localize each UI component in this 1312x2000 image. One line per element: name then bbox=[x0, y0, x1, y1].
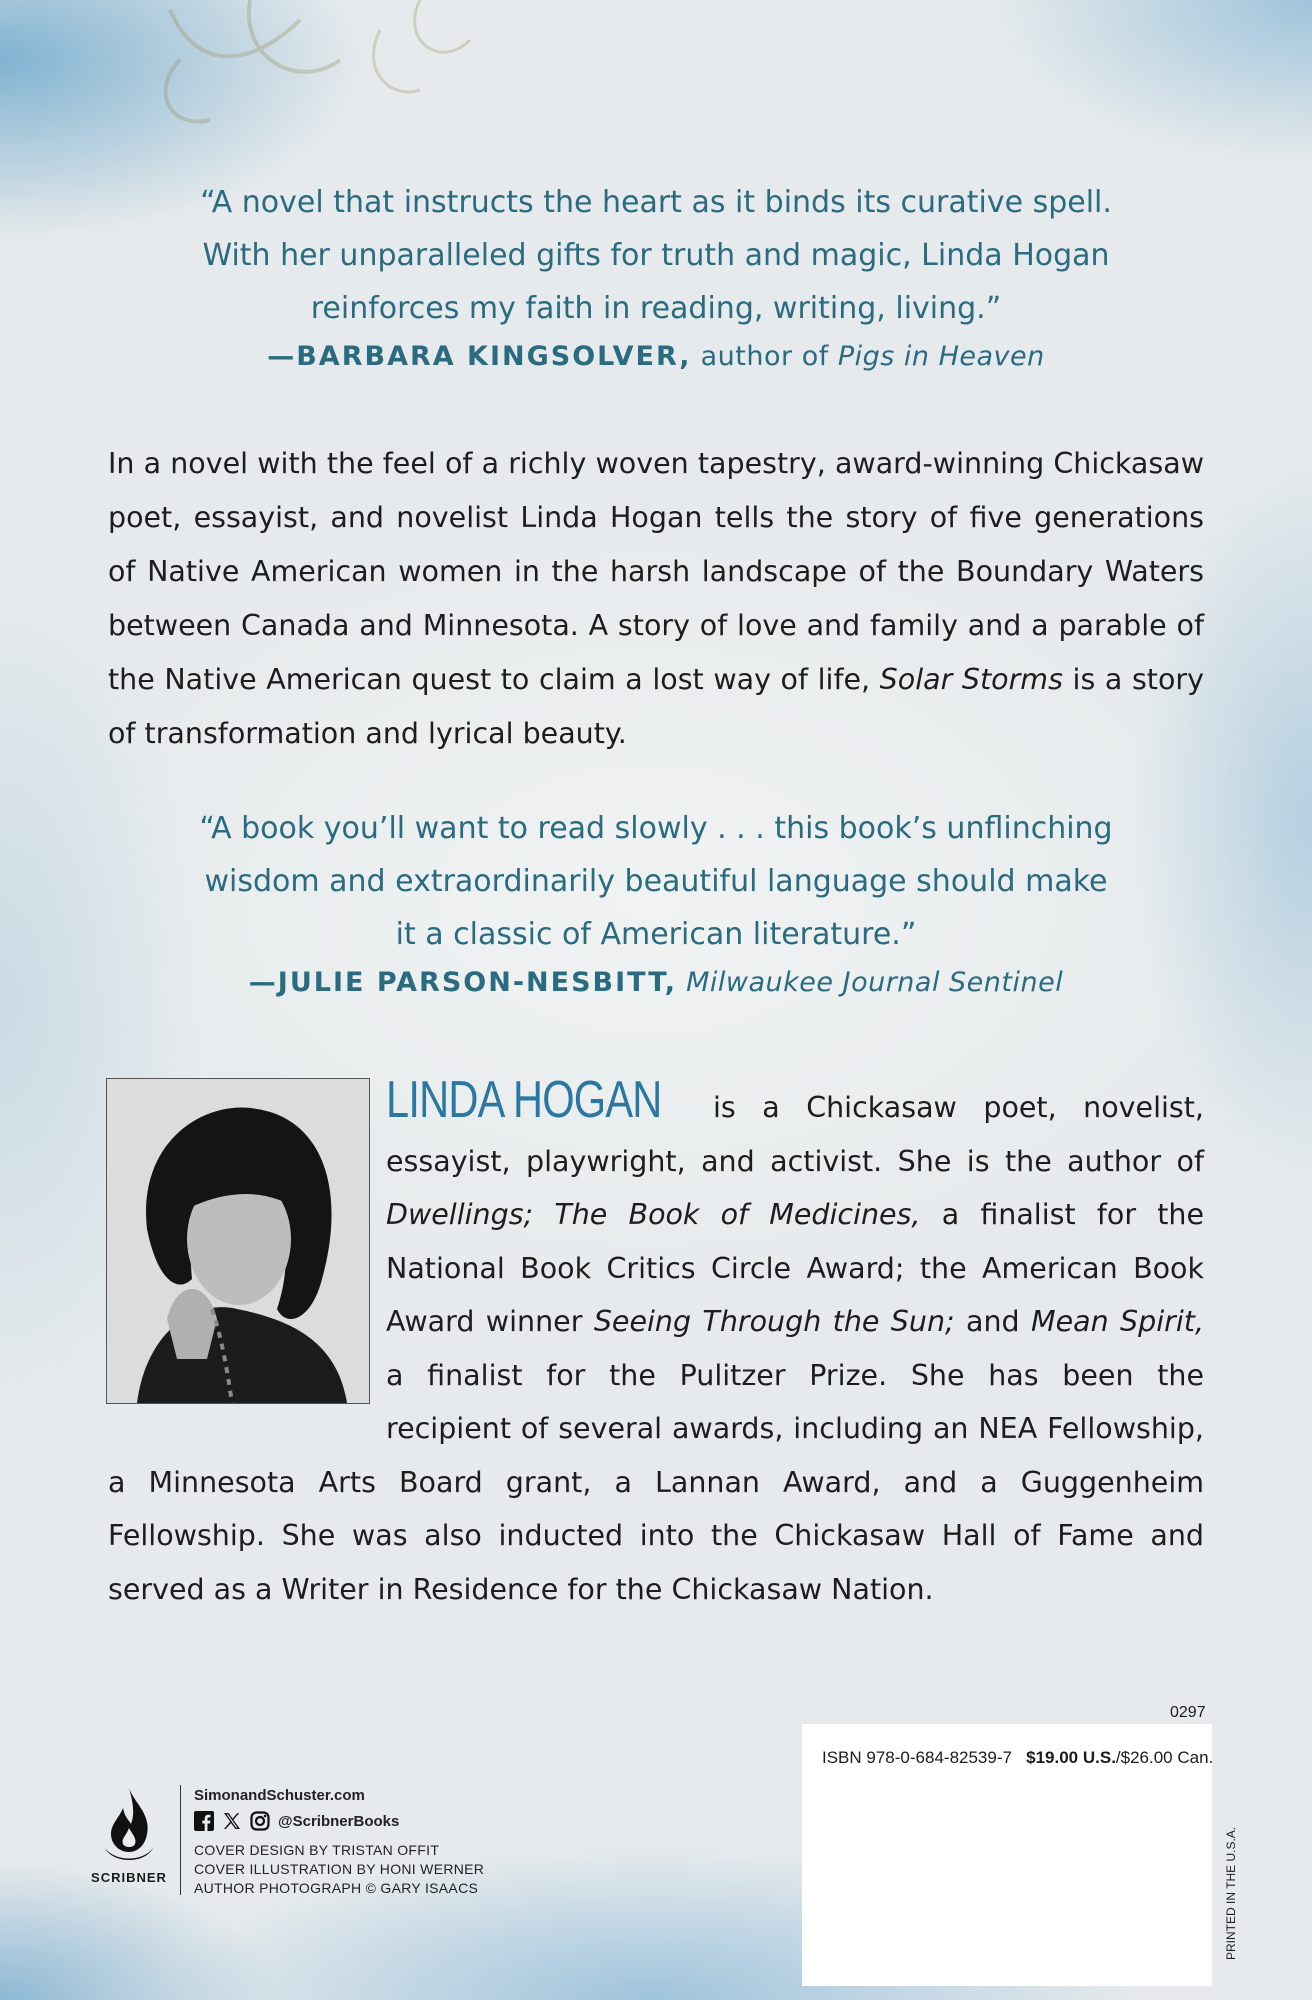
author-bio bbox=[108, 1071, 1205, 1616]
printed-in-usa: PRINTED IN THE U.S.A. bbox=[1224, 1826, 1238, 1960]
bio-text: is a Chickasaw poet, novelist, essayist, playwright, and activist. She is the author of bbox=[386, 1091, 1204, 1178]
description-text: In a novel with the feel of a richly woven tapestry, award-winning Chickasaw poet, essayist, and novelist Linda Hogan tells the story of five generations of Native American women in the harsh landscape of the Boundary Waters between Canada and Minnesota. A story of love and family and a parable of the Native American quest to claim a lost way of life, bbox=[108, 447, 1204, 696]
attribution-name: —BARBARA KINGSOLVER, bbox=[267, 341, 692, 372]
blurb-kingsolver bbox=[0, 176, 1312, 379]
isbn-price bbox=[822, 1748, 1213, 1768]
author-name: LINDA HOGAN bbox=[386, 1071, 662, 1129]
instagram-icon[interactable] bbox=[250, 1811, 270, 1831]
book-title: Seeing Through the Sun; bbox=[593, 1305, 955, 1338]
credit-line: COVER ILLUSTRATION BY HONI WERNER bbox=[194, 1861, 485, 1877]
attribution-work: Pigs in Heaven bbox=[837, 341, 1045, 372]
x-icon[interactable] bbox=[222, 1811, 242, 1831]
attribution-work: Milwaukee Journal Sentinel bbox=[686, 967, 1064, 998]
bio-text: and bbox=[966, 1305, 1020, 1338]
attribution-name: —JULIE PARSON-NESBITT, bbox=[248, 967, 678, 998]
book-title: Solar Storms bbox=[879, 663, 1063, 696]
price-us: $19.00 U.S. bbox=[1026, 1748, 1116, 1767]
bio-text: a finalist for the Pulitzer Prize. She has been the recipient of several awards, including an NEA Fellowship, a Minnesota Arts Board grant, a Lannan Award, and a Guggenheim Fellowship. She was also inducted into the Chickasaw Hall of Fame and served as a Writer in Residence for the Chickasaw Nation. bbox=[108, 1358, 1204, 1606]
social-row bbox=[194, 1811, 484, 1831]
quote-line: “A book you’ll want to read slowly . . . this book’s unflinching bbox=[199, 811, 1113, 846]
isbn-number: ISBN 978-0-684-82539-7 bbox=[822, 1748, 1012, 1767]
publisher-name: SCRIBNER bbox=[91, 1870, 167, 1885]
blurb-parson-nesbitt bbox=[0, 802, 1312, 1005]
quote-line: wisdom and extraordinarily beautiful language should make bbox=[204, 864, 1108, 899]
quote-attribution bbox=[0, 961, 1312, 1005]
social-handle[interactable]: @ScribnerBooks bbox=[278, 1812, 400, 1830]
bio-text: a finalist for the National Book Critics Circle Award; the American Book Award winner bbox=[386, 1198, 1204, 1338]
attribution-prefix: author of bbox=[700, 341, 829, 372]
publisher-divider bbox=[180, 1785, 181, 1895]
book-description bbox=[108, 437, 1204, 761]
quote-line: it a classic of American literature.” bbox=[395, 917, 917, 952]
quote-line: “A novel that instructs the heart as it binds its curative spell. bbox=[200, 185, 1112, 220]
quote-attribution bbox=[0, 335, 1312, 379]
description-text: is a story of transformation and lyrical beauty. bbox=[108, 663, 1204, 750]
credits-block bbox=[194, 1786, 484, 1898]
publisher-logo bbox=[84, 1784, 174, 1885]
facebook-icon[interactable] bbox=[194, 1811, 214, 1831]
credit-line: COVER DESIGN BY TRISTAN OFFIT bbox=[194, 1842, 440, 1858]
price-code: 0297 bbox=[1170, 1704, 1206, 1721]
quote-line: With her unparalleled gifts for truth and magic, Linda Hogan bbox=[202, 238, 1110, 273]
publisher-website[interactable]: SimonandSchuster.com bbox=[194, 1787, 365, 1804]
book-title: Mean Spirit, bbox=[1031, 1305, 1205, 1338]
credit-line: AUTHOR PHOTOGRAPH © GARY ISAACS bbox=[194, 1880, 479, 1896]
book-title: Dwellings; The Book of Medicines, bbox=[386, 1198, 921, 1231]
scribner-flame-icon bbox=[99, 1784, 159, 1864]
price-can: /$26.00 Can. bbox=[1115, 1748, 1214, 1767]
quote-line: reinforces my faith in reading, writing, living.” bbox=[310, 291, 1002, 326]
